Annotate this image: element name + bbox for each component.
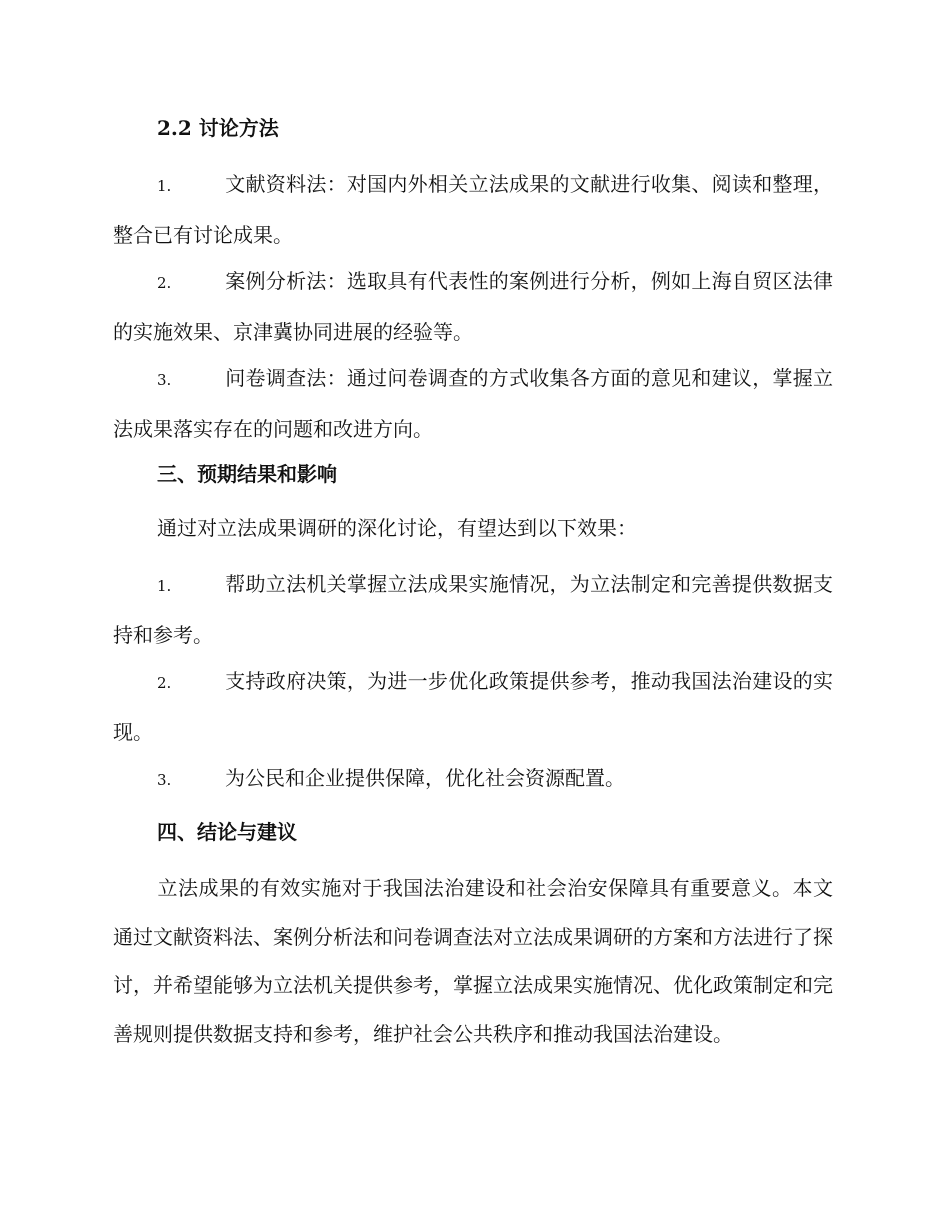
list-number: 1. xyxy=(157,177,172,195)
method-item-3 xyxy=(113,354,833,453)
section-4-heading: 四、结论与建议 xyxy=(157,820,297,844)
list-item-text: 为公民和企业提供保障，优化社会资源配置。 xyxy=(225,766,625,790)
list-item-text: 帮助立法机关掌握立法成果实施情况，为立法制定和完善提供数据支持和参考。 xyxy=(113,572,833,647)
list-number: 2. xyxy=(157,674,172,692)
method-item-2 xyxy=(113,257,833,356)
conclusion-text: 立法成果的有效实施对于我国法治建设和社会治安保障具有重要意义。本文通过文献资料法、案例分析法和问卷调查法对立法成果调研的方案和方法进行了探讨，并希望能够为立法机关提供参考，掌握立法成果实施情况、优化政策制定和完善规则提供数据支持和参考，维护社会公共秩序和推动我国法治建设。 xyxy=(113,876,833,1046)
list-number: 3. xyxy=(157,371,172,389)
effect-item-2 xyxy=(113,657,833,756)
section-3-heading: 三、预期结果和影响 xyxy=(157,462,337,486)
list-number: 2. xyxy=(157,274,172,292)
section-3-intro: 通过对立法成果调研的深化讨论，有望达到以下效果： xyxy=(157,516,637,540)
method-item-1 xyxy=(113,160,833,259)
list-number: 1. xyxy=(157,577,172,595)
list-item-text: 问卷调查法：通过问卷调查的方式收集各方面的意见和建议，掌握立法成果落实存在的问题和改进方向。 xyxy=(113,366,833,441)
list-item-text: 案例分析法：选取具有代表性的案例进行分析，例如上海自贸区法律的实施效果、京津冀协同进展的经验等。 xyxy=(113,269,833,344)
list-item-text: 文献资料法：对国内外相关立法成果的文献进行收集、阅读和整理，整合已有讨论成果。 xyxy=(113,172,833,247)
effect-item-1 xyxy=(113,560,833,659)
list-item-text: 支持政府决策，为进一步优化政策提供参考，推动我国法治建设的实现。 xyxy=(113,669,833,744)
conclusion-paragraph xyxy=(113,864,833,1058)
list-number: 3. xyxy=(157,771,172,789)
effect-item-3 xyxy=(113,754,833,805)
section-2-2-heading: 2.2 讨论方法 xyxy=(157,116,279,140)
